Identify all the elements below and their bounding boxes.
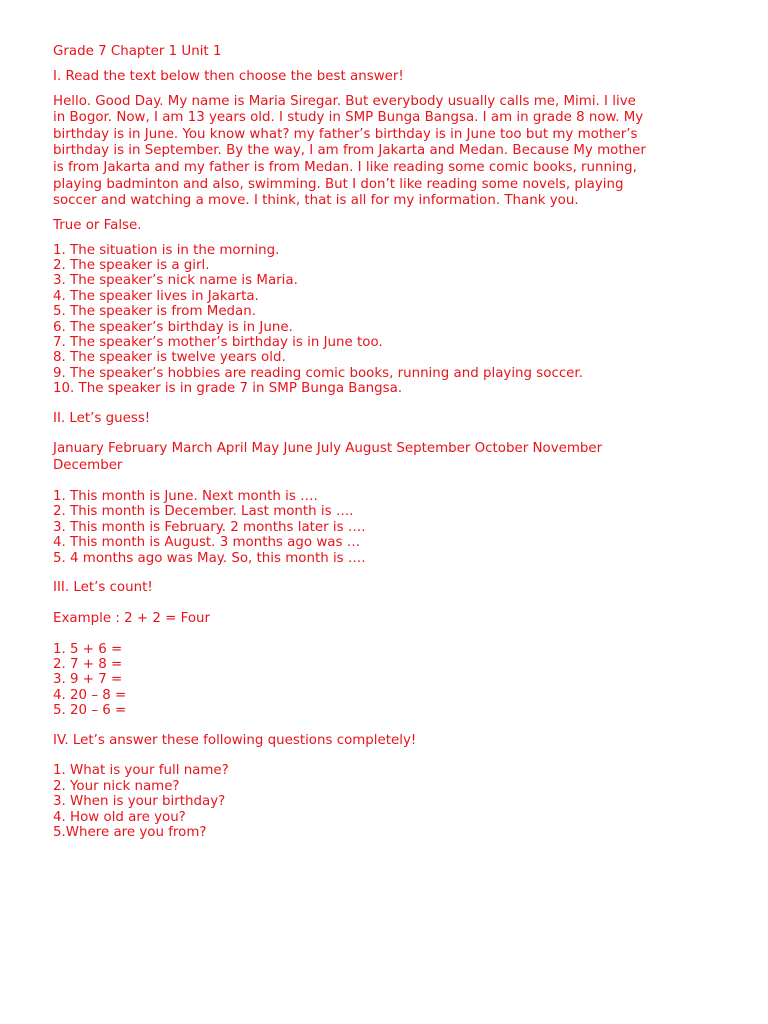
list-item: 6. The speaker’s birthday is in June. [53, 319, 293, 335]
list-item: 3. This month is February. 2 months later is …. [53, 519, 366, 535]
spacer [53, 566, 743, 580]
section4-title: IV. Let’s answer these following questions completely! [53, 732, 417, 748]
spacer [53, 397, 743, 411]
list-item: 9. The speaker’s hobbies are reading comic books, running and playing soccer. [53, 365, 583, 381]
passage-line: in Bogor. Now, I am 13 years old. I study in SMP Bunga Bangsa. I am in grade 8 now. My [53, 110, 644, 126]
section1-instruction: I. Read the text below then choose the best answer! [53, 68, 404, 84]
list-item: 2. Your nick name? [53, 778, 180, 794]
spacer [53, 427, 743, 441]
list-item: 1. This month is June. Next month is …. [53, 489, 318, 504]
list-item: 2. The speaker is a girl. [53, 257, 210, 273]
true-false-list [53, 243, 743, 397]
count-example: Example : 2 + 2 = Four [53, 610, 211, 626]
list-item: 1. 5 + 6 = [53, 641, 123, 657]
reading-passage [53, 94, 743, 210]
list-item: 1. What is your full name? [53, 763, 229, 779]
list-item: 3. The speaker’s nick name is Maria. [53, 273, 298, 289]
section3-title: III. Let’s count! [53, 580, 153, 596]
passage-line: birthday is in September. By the way, I am from Jakarta and Medan. Because My mother [53, 143, 646, 159]
months-line: January February March April May June July August September October November [53, 441, 603, 457]
list-item: 2. This month is December. Last month is …. [53, 504, 354, 520]
months-list [53, 441, 743, 475]
list-item: 4. How old are you? [53, 809, 186, 825]
spacer [53, 719, 743, 733]
list-item: 4. The speaker lives in Jakarta. [53, 288, 259, 304]
list-item: 4. This month is August. 3 months ago was … [53, 535, 361, 551]
list-item: 3. When is your birthday? [53, 794, 226, 810]
true-false-title: True or False. [53, 217, 142, 233]
list-item: 5. The speaker is from Medan. [53, 304, 257, 320]
spacer [53, 597, 743, 611]
section2-title: II. Let’s guess! [53, 410, 151, 426]
list-item: 7. The speaker’s mother’s birthday is in June too. [53, 334, 383, 350]
guess-list [53, 489, 743, 566]
list-item: 4. 20 – 8 = [53, 687, 127, 703]
passage-line: Hello. Good Day. My name is Maria Siregar. But everybody usually calls me, Mimi. I live [53, 93, 636, 109]
worksheet-page [53, 44, 743, 840]
list-item: 5. 4 months ago was May. So, this month is …. [53, 550, 366, 566]
list-item: 10. The speaker is in grade 7 in SMP Bunga Bangsa. [53, 381, 403, 397]
spacer [53, 475, 743, 489]
list-item: 1. The situation is in the morning. [53, 242, 280, 258]
spacer [53, 628, 743, 642]
list-item: 2. 7 + 8 = [53, 657, 123, 673]
spacer [53, 749, 743, 763]
passage-line: birthday is in June. You know what? my father’s birthday is in June too but my mother’s [53, 126, 638, 142]
months-line: December [53, 458, 123, 474]
passage-line: playing badminton and also, swimming. But I don’t like reading some novels, playing [53, 176, 624, 192]
questions-list [53, 763, 743, 840]
count-list [53, 642, 743, 719]
passage-line: soccer and watching a move. I think, that is all for my information. Thank you. [53, 193, 579, 209]
list-item: 5. 20 – 6 = [53, 703, 127, 719]
list-item: 8. The speaker is twelve years old. [53, 350, 286, 366]
list-item: 5.Where are you from? [53, 825, 207, 841]
passage-line: is from Jakarta and my father is from Medan. I like reading some comic books, running, [53, 159, 637, 175]
list-item: 3. 9 + 7 = [53, 672, 123, 688]
worksheet-title: Grade 7 Chapter 1 Unit 1 [53, 44, 222, 59]
